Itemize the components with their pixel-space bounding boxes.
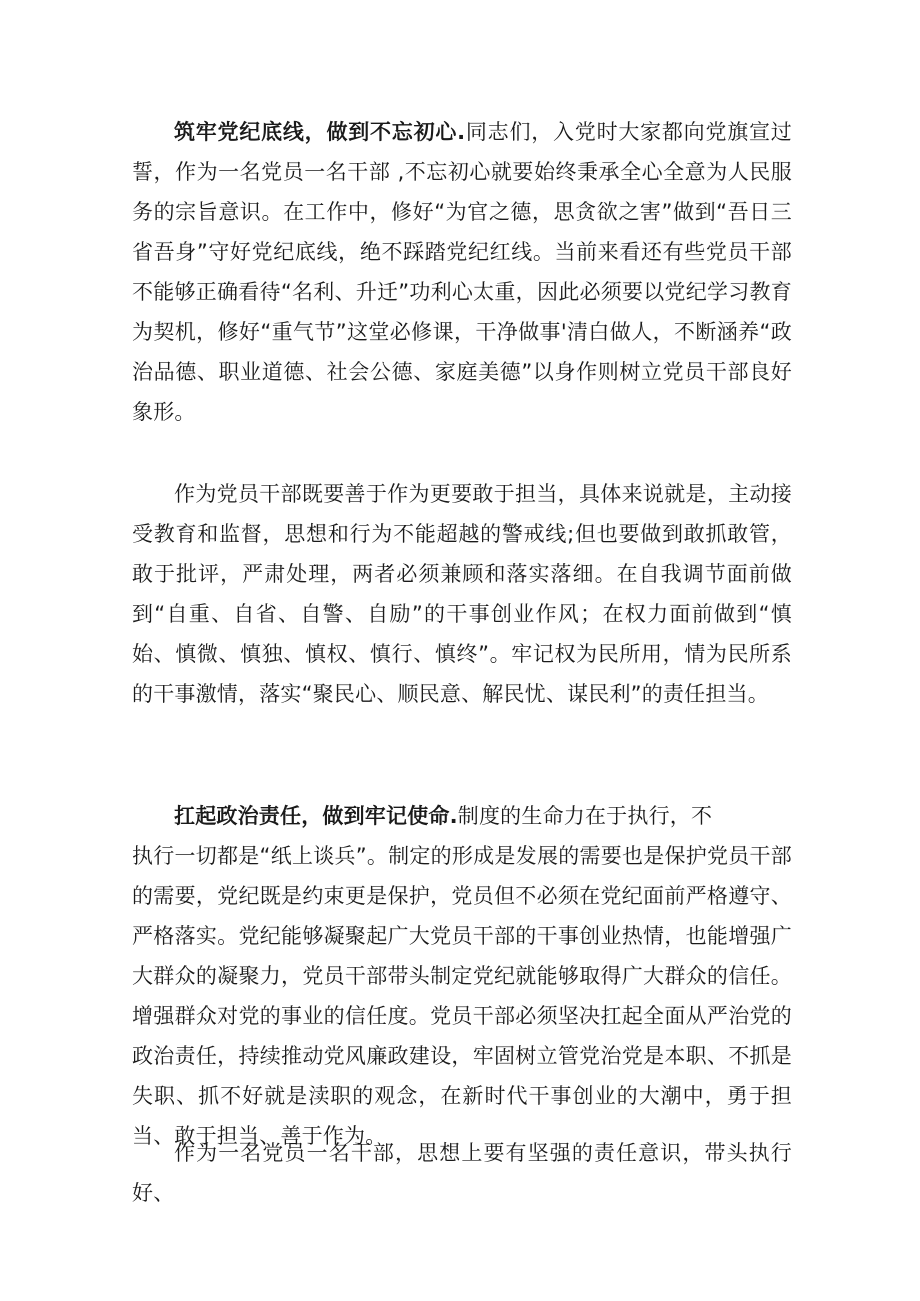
paragraph-2-text: 作为党员干部既要善于作为更要敢于担当，具体来说就是，主动接受教育和监督，思想和行为不能超越的警戒线;但也要做到敢抓敢管，敢于批评，严肃处理，两者必须兼顾和落实落细。在自我调节面前做到“自重、自省、自警、自励”的干事创业作风；在权力面前做到“慎始、慎微、慎独、慎权、慎行、慎终”。牢记权为民所用，情为民所系的干事激情，落实“聚民心、顺民意、解民忧、谋民利”的责任担当。: [132, 482, 792, 706]
paragraph-3: [132, 796, 792, 836]
paragraph-1-text: 同志们，入党时大家都向党旗宣过誓，作为一名党员一名干部 ,不忘初心就要始终秉承全心全意为人民服务的宗旨意识。在工作中，修好“为官之德，思贪欲之害”做到“吾日三省吾身”守好党纪底线，绝不踩踏党纪红线。当前来看还有些党员干部不能够正确看待“名利、升迁”功利心太重，因此必须要以党纪学习教育为契机，修好“重气节”这堂必修课，干净做事'清白做人，不断涵养“政治品德、职业道德、社会公德、家庭美德”以身作则树立党员干部良好象形。: [132, 120, 792, 424]
paragraph-4: [132, 836, 792, 1156]
paragraph-4-text: 执行一切都是“纸上谈兵”。制定的形成是发展的需要也是保护党员干部的需要，党纪既是约束更是保护，党员但不必须在党纪面前严格遵守、严格落实。党纪能够凝聚起广大党员干部的干事创业热情，也能增强广大群众的凝聚力，党员干部带头制定党纪就能够取得广大群众的信任。增强群众对党的事业的信任度。党员干部必须坚决扛起全面从严治党的政治责任，持续推动党风廉政建设，牢固树立管党治党是本职、不抓是失职、抓不好就是渎职的观念，在新时代干事创业的大潮中，勇于担当、敢于担当、善于作为。: [132, 844, 792, 1148]
paragraph-1-heading: 筑牢党纪底线，做到不忘初心.: [174, 120, 466, 144]
paragraph-3-heading: 扛起政治责任，做到牢记使命.: [174, 804, 458, 828]
paragraph-5-text: 作为一名党员一名干部，思想上要有坚强的责任意识，带头执行好、: [132, 1141, 792, 1205]
paragraph-1: [132, 112, 792, 432]
paragraph-2: [132, 474, 792, 714]
paragraph-5: [132, 1133, 792, 1213]
paragraph-3-text: 制度的生命力在于执行，不: [457, 804, 713, 828]
